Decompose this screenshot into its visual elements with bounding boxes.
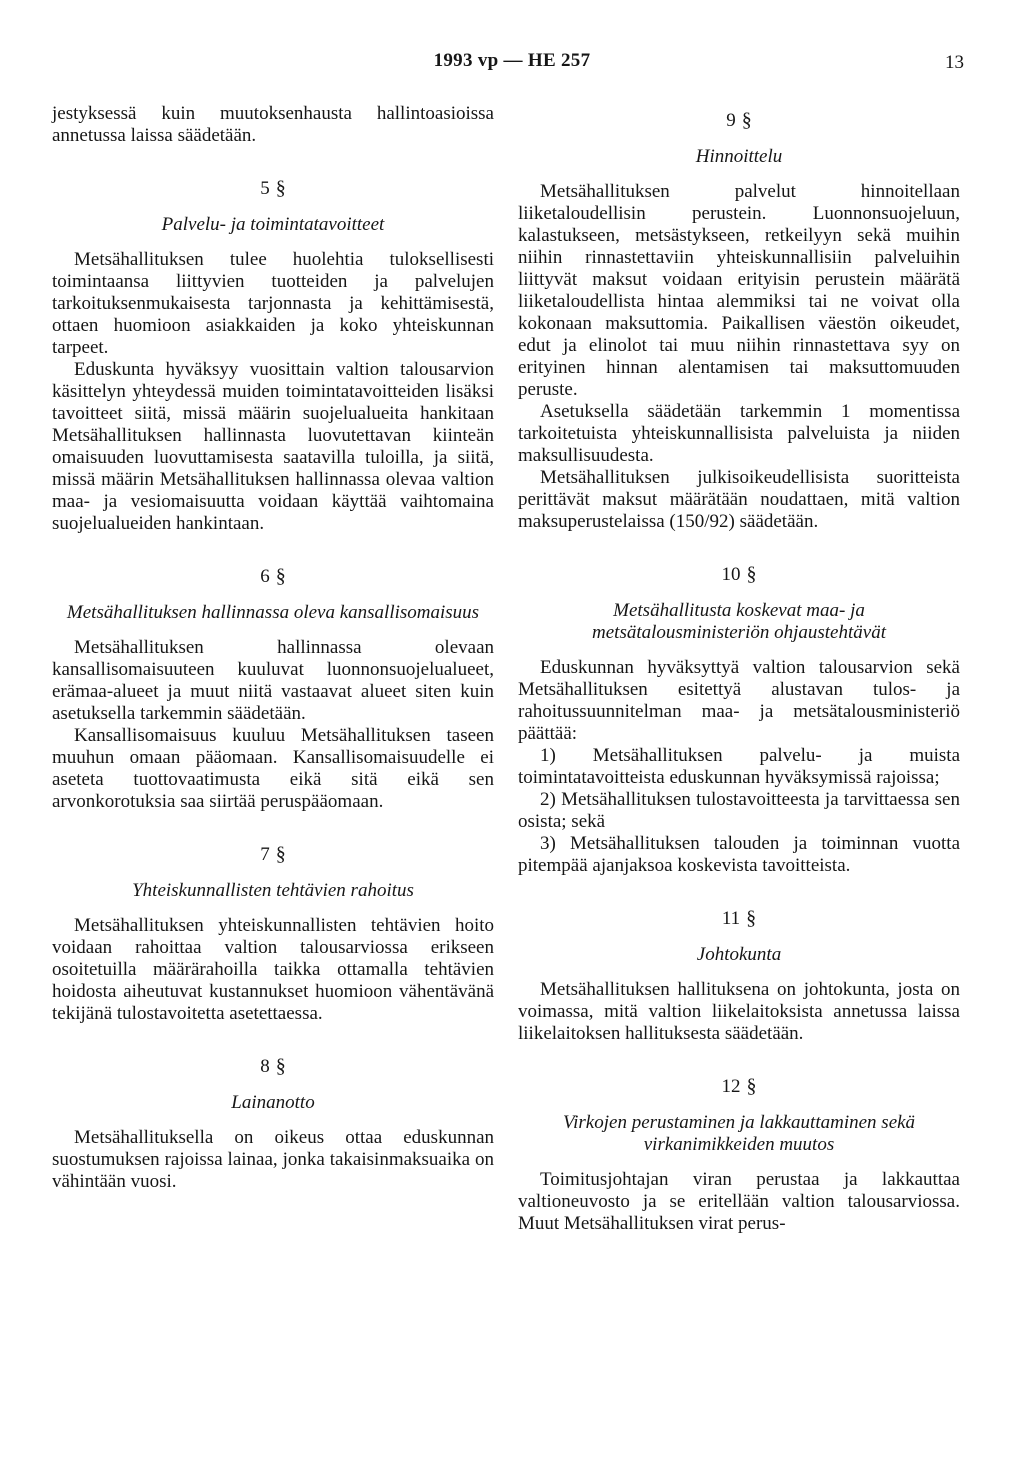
section-10-para-1: Eduskunnan hyväksyttyä valtion talousarvion sekä Metsähallituksen esitettyä alustavan tulos- ja rahoitussuunnitelman maa- ja metsätalousministeriö päättää: — [518, 657, 960, 744]
page-header — [0, 50, 1024, 78]
section-symbol: § — [746, 563, 757, 585]
section-12-para-1: Toimitusjohtajan viran perustaa ja lakkauttaa valtioneuvosto ja se eritellään valtion talousarviossa. Muut Metsähallituksen virat perus- — [518, 1169, 960, 1234]
section-6-num: 6 — [260, 566, 270, 587]
section-10-num: 10 — [721, 564, 741, 585]
section-5-para-2: Eduskunta hyväksyy vuosittain valtion talousarvion käsittelyn yhteydessä muiden toimintatavoitteiden lisäksi tavoitteet siitä, missä määrin suojelualueita hankitaan Metsähallituksen hallinnasta luovutettavan kiinteän omaisuuden luovuttamisesta saatavilla tuloilla, ja siitä, missä määrin Metsähallituksen hallinnassa olevaa valtion maa- ja vesiomaisuutta voidaan käyttää vaihtomaina suojelualueiden hankintaan. — [52, 359, 494, 534]
section-9-para-2: Asetuksella säädetään tarkemmin 1 momentissa tarkoitetuista yhteiskunnallisista palveluista ja niiden maksullisuudesta. — [518, 401, 960, 466]
section-5-title: Palvelu- ja toimintatavoitteet — [161, 214, 385, 235]
section-7-number — [52, 843, 494, 866]
section-9-number — [518, 109, 960, 132]
section-9-para-1: Metsähallituksen palvelut hinnoitellaan liiketaloudellisin perustein. Luonnonsuojeluun, kalastukseen, metsästykseen, retkeilyyn sekä muihin niihin rinnastettaviin yhteiskunnallisiin palveluihin liittyvät maksut voidaan erityisin perustein määrätä liiketaloudellista hintaa alemmiksi tai ne voivat olla kokonaan maksuttomia. Paikallisen väestön oikeudet, edut ja elinolot tai muu niihin rinnastettava syy on erityinen hinnan alentamisen tai maksuttomuuden peruste. — [518, 181, 960, 400]
section-11-para-1: Metsähallituksen hallituksena on johtokunta, josta on voimassa, mitä valtion liikelaitoksista annetussa laissa liikelaitoksen hallituksesta säädetään. — [518, 979, 960, 1044]
section-11-title: Johtokunta — [696, 944, 782, 965]
section-symbol: § — [275, 565, 286, 587]
section-11-number — [518, 907, 960, 930]
section-5-para-1: Metsähallituksen tulee huolehtia tuloksellisesti toimintaansa liittyvien tuotteiden ja palvelujen tarkoituksenmukaisesta tarjonnasta ja kehittämisestä, ottaen huomioon asiakkaiden ja koko yhteiskunnan tarpeet. — [52, 249, 494, 358]
section-8-num: 8 — [260, 1056, 270, 1077]
section-12-title: Virkojen perustaminen ja lakkauttaminen sekä virkanimikkeiden muutos — [562, 1112, 916, 1155]
section-symbol: § — [275, 1055, 286, 1077]
section-symbol: § — [275, 843, 286, 865]
section-6-title: Metsähallituksen hallinnassa oleva kansallisomaisuus — [66, 602, 480, 623]
section-10-title: Metsähallitusta koskevat maa- ja metsätalousministeriön ohjaustehtävät — [592, 600, 886, 643]
section-10-item-3: 3) Metsähallituksen talouden ja toiminnan vuotta pitempää ajanjaksoa koskevista tavoitteista. — [518, 833, 960, 876]
section-8-para-1: Metsähallituksella on oikeus ottaa eduskunnan suostumuksen rajoissa lainaa, jonka takaisinmaksuaika on vähintään vuosi. — [52, 1127, 494, 1192]
section-7-title: Yhteiskunnallisten tehtävien rahoitus — [132, 880, 414, 901]
section-5-num: 5 — [260, 178, 270, 199]
section-9-title: Hinnoittelu — [695, 146, 783, 167]
opening-text: jestyksessä kuin muutoksenhausta hallintoasioissa annetussa laissa säädetään. — [52, 103, 494, 146]
section-8-title: Lainanotto — [231, 1092, 315, 1113]
section-6-number — [52, 565, 494, 588]
section-symbol: § — [741, 109, 752, 131]
section-9-para-3: Metsähallituksen julkisoikeudellisista suoritteista perittävät maksut määrätään noudattaen, mitä valtion maksuperustelaissa (150/92) säädetään. — [518, 467, 960, 532]
section-symbol: § — [275, 177, 286, 199]
section-10-item-1: 1) Metsähallituksen palvelu- ja muista toimintatavoitteista eduskunnan hyväksymissä rajoissa; — [518, 745, 960, 788]
section-7-num: 7 — [260, 844, 270, 865]
running-head: 1993 vp — HE 257 — [433, 50, 591, 71]
page-number: 13 — [945, 52, 964, 73]
section-12-number — [518, 1075, 960, 1098]
section-10-number — [518, 563, 960, 586]
section-12-num: 12 — [721, 1076, 741, 1097]
section-8-number — [52, 1055, 494, 1078]
section-9-num: 9 — [726, 110, 736, 131]
section-11-num: 11 — [721, 908, 741, 929]
section-7-para-1: Metsähallituksen yhteiskunnallisten tehtävien hoito voidaan rahoittaa valtion talousarviossa erikseen osoitetuilla määrärahoilla taikka ottamalla tehtävien hoidosta aiheutuvat kustannukset huomioon vähentävänä tekijänä tulostavoitetta asetettaessa. — [52, 915, 494, 1024]
section-6-para-1: Metsähallituksen hallinnassa olevaan kansallisomaisuuteen kuuluvat luonnonsuojelualueet, erämaa-alueet ja muut niitä vastaavat alueet siten kuin asetuksella tarkemmin säädetään. — [52, 637, 494, 724]
left-column — [52, 103, 494, 1193]
right-column — [518, 103, 960, 1235]
section-symbol: § — [746, 1075, 757, 1097]
section-6-para-2: Kansallisomaisuus kuuluu Metsähallituksen taseen muuhun omaan pääomaan. Kansallisomaisuudelle ei aseteta tuottovaatimusta eikä sitä eikä sen arvonkorotuksia saa siirtää peruspääomaan. — [52, 725, 494, 812]
section-5-number — [52, 177, 494, 200]
section-10-item-2: 2) Metsähallituksen tulostavoitteesta ja tarvittaessa sen osista; sekä — [518, 789, 960, 832]
section-symbol: § — [746, 907, 757, 929]
